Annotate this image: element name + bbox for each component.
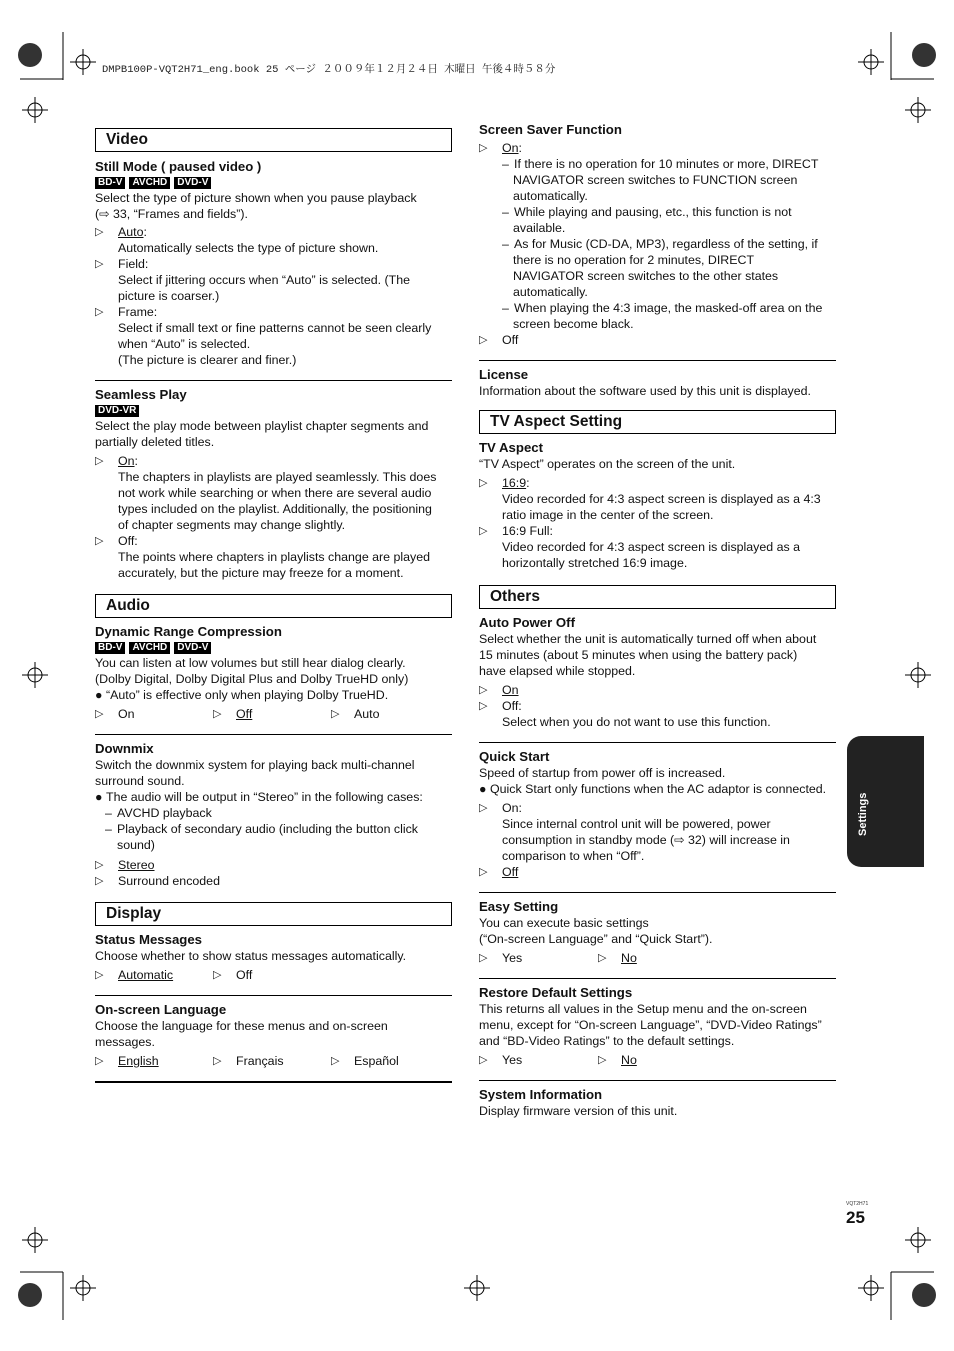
triangle-icon: ▷: [331, 708, 340, 720]
triangle-icon: ▷: [95, 226, 104, 238]
status-desc: Choose whether to show status messages automatically.: [95, 949, 407, 963]
triangle-icon: ▷: [479, 866, 488, 878]
tv-aspect-heading: TV Aspect: [479, 440, 543, 455]
case-text: sound): [117, 838, 155, 852]
saver-note: – While playing and pausing, etc., this function is not: [502, 205, 792, 219]
downmix-heading: Downmix: [95, 741, 154, 756]
option-desc: Video recorded for 4:3 aspect screen is displayed as a 4:3: [502, 492, 821, 506]
note-text: “Auto” is effective only when playing Dolby TrueHD.: [106, 688, 389, 702]
section-video-title: Video: [95, 128, 452, 152]
apo-heading: Auto Power Off: [479, 615, 575, 630]
section-audio-title: Audio: [95, 594, 452, 618]
drc-heading: Dynamic Range Compression: [95, 624, 282, 639]
option-desc: types included on the playlist. Additionally, the positioning: [118, 502, 432, 516]
triangle-icon: ▷: [598, 952, 607, 964]
print-header: DMPB100P-VQT2H71_eng.book 25 ページ ２００９年１２月２４日 木曜日 午後４時５８分: [102, 64, 556, 76]
triangle-icon: ▷: [213, 1055, 222, 1067]
settings-side-tab: [847, 736, 924, 867]
page-number: 25: [846, 1208, 865, 1227]
downmix-desc: surround sound.: [95, 774, 185, 788]
option-surround: [95, 873, 452, 889]
triangle-icon: ▷: [479, 1054, 488, 1066]
colon: :: [518, 141, 522, 155]
seamless-desc: partially deleted titles.: [95, 435, 215, 449]
saver-heading: Screen Saver Function: [479, 122, 622, 137]
option-on: [479, 140, 836, 156]
option-desc: Select when you do not want to use this function.: [502, 715, 771, 729]
colon: :: [143, 225, 147, 239]
restore-desc: This returns all values in the Setup menu and the on-screen: [479, 1002, 807, 1016]
note-text: screen become black.: [513, 317, 634, 331]
triangle-icon: ▷: [95, 875, 104, 887]
triangle-icon: ▷: [479, 952, 488, 964]
drc-options: [95, 706, 452, 722]
option-english: English: [118, 1054, 159, 1068]
triangle-icon: ▷: [95, 306, 104, 318]
option-on: [479, 682, 836, 698]
apo-desc: 15 minutes (about 5 minutes when using the battery pack): [479, 648, 798, 662]
triangle-icon: ▷: [479, 477, 488, 489]
option-label: Surround encoded: [118, 874, 220, 888]
option-desc: consumption in standby mode (⇨ 32) will increase in: [502, 833, 790, 847]
right-column: [479, 121, 836, 1119]
license-desc: Information about the software used by this unit is displayed.: [479, 384, 811, 398]
footer-code: VQT2H71: [846, 1201, 869, 1207]
drc-desc: (Dolby Digital, Dolby Digital Plus and Dolby TrueHD only): [95, 672, 409, 686]
triangle-icon: ▷: [95, 535, 104, 547]
still-mode-heading: Still Mode ( paused video ): [95, 159, 262, 174]
option-desc: Video recorded for 4:3 aspect screen is displayed as a: [502, 540, 801, 554]
option-on: [95, 453, 452, 469]
option-label: Stereo: [118, 858, 155, 872]
easy-setting-desc: You can execute basic settings: [479, 916, 649, 930]
side-tab-label: Settings: [857, 792, 869, 836]
left-column: [95, 128, 452, 1083]
osd-lang-desc: messages.: [95, 1035, 155, 1049]
badge: BD-V: [95, 642, 125, 654]
saver-note: – When playing the 4:3 image, the masked-off area on the: [502, 301, 823, 315]
note-text: Quick Start only functions when the AC adaptor is connected.: [490, 782, 827, 796]
option-desc: comparison to when “Off”.: [502, 849, 645, 863]
option-off: [479, 698, 836, 714]
osd-lang-heading: On-screen Language: [95, 1002, 227, 1017]
easy-setting-desc: (“On-screen Language” and “Quick Start”).: [479, 932, 713, 946]
option-off: Off: [236, 968, 253, 982]
option-desc: The chapters in playlists are played seamlessly. This does: [118, 470, 437, 484]
column-end-rule: [95, 1081, 452, 1083]
triangle-icon: ▷: [479, 142, 488, 154]
option-on: On: [118, 707, 135, 721]
easy-setting-heading: Easy Setting: [479, 899, 559, 914]
note-text: automatically.: [513, 189, 588, 203]
option-label: 16:9 Full:: [502, 524, 553, 538]
license-heading: License: [479, 367, 529, 382]
drc-badges: [95, 642, 452, 654]
note-text: While playing and pausing, etc., this function is not: [514, 205, 792, 219]
triangle-icon: ▷: [213, 969, 222, 981]
option-label: Off: [502, 865, 519, 879]
bullet-icon: ●: [95, 688, 103, 702]
option-automatic: Automatic: [118, 968, 174, 982]
badge: DVD-VR: [95, 405, 139, 417]
option-desc: when “Auto” is selected.: [118, 337, 251, 351]
note-text: If there is no operation for 10 minutes or more, DIRECT: [514, 157, 819, 171]
downmix-case: – AVCHD playback: [105, 806, 212, 820]
option-no: No: [621, 1053, 637, 1067]
restore-desc: and “BD-Video Ratings” to the default settings.: [479, 1034, 735, 1048]
apo-desc: Select whether the unit is automatically turned off when about: [479, 632, 817, 646]
option-off: [479, 864, 836, 880]
option-label: Off: [502, 333, 519, 347]
option-auto: Auto: [354, 707, 380, 721]
option-desc: ratio image in the center of the screen.: [502, 508, 714, 522]
colon: :: [134, 454, 138, 468]
option-desc: picture is coarser.): [118, 289, 220, 303]
note-text: NAVIGATOR screen switches to the other states: [513, 269, 779, 283]
option-on: [479, 800, 836, 816]
triangle-icon: ▷: [95, 258, 104, 270]
note-text: When playing the 4:3 image, the masked-off area on the: [514, 301, 823, 315]
option-desc: horizontally stretched 16:9 image.: [502, 556, 688, 570]
drc-note: [95, 687, 452, 703]
badge: AVCHD: [129, 642, 170, 654]
bullet-icon: ●: [95, 790, 103, 804]
option-label: On:: [502, 801, 522, 815]
apo-desc: have elapsed while stopped.: [479, 664, 636, 678]
still-mode-desc: Select the type of picture shown when you pause playback: [95, 191, 417, 205]
option-label: On: [118, 454, 135, 468]
option-frame: [95, 304, 452, 320]
section-tv-title: TV Aspect Setting: [479, 410, 836, 434]
bullet-icon: ●: [479, 782, 487, 796]
option-french: Français: [236, 1054, 284, 1068]
section-display-title: Display: [95, 902, 452, 926]
note-text: The audio will be output in “Stereo” in the following cases:: [106, 790, 423, 804]
option-off: [95, 533, 452, 549]
note-text: NAVIGATOR screen switches to FUNCTION screen: [513, 173, 798, 187]
option-label: Field:: [118, 257, 149, 271]
case-text: Playback of secondary audio (including the button click: [117, 822, 418, 836]
option-desc: Automatically selects the type of picture shown.: [118, 241, 379, 255]
triangle-icon: ▷: [479, 525, 488, 537]
option-desc: (The picture is clearer and finer.): [118, 353, 297, 367]
option-label: 16:9: [502, 476, 527, 490]
restore-heading: Restore Default Settings: [479, 985, 633, 1000]
drc-desc: You can listen at low volumes but still hear dialog clearly.: [95, 656, 406, 670]
option-label: On: [502, 683, 519, 697]
triangle-icon: ▷: [95, 1055, 104, 1067]
seamless-badges: [95, 405, 452, 417]
triangle-icon: ▷: [479, 700, 488, 712]
downmix-desc: Switch the downmix system for playing back multi-channel: [95, 758, 415, 772]
tv-aspect-desc: “TV Aspect” operates on the screen of the unit.: [479, 457, 736, 471]
option-label: Off:: [118, 534, 138, 548]
option-off: [479, 332, 836, 348]
still-mode-badges: [95, 177, 452, 189]
triangle-icon: ▷: [95, 859, 104, 871]
quick-start-desc: Speed of startup from power off is increased.: [479, 766, 726, 780]
sysinfo-heading: System Information: [479, 1087, 603, 1102]
triangle-icon: ▷: [213, 708, 222, 720]
triangle-icon: ▷: [95, 708, 104, 720]
triangle-icon: ▷: [95, 455, 104, 467]
still-mode-desc: (⇨ 33, “Frames and fields”).: [95, 207, 248, 221]
option-off: Off: [236, 707, 253, 721]
restore-desc: menu, except for “On-screen Language”, “DVD-Video Ratings”: [479, 1018, 822, 1032]
downmix-case: – Playback of secondary audio (including the button click: [105, 822, 418, 836]
saver-note: – If there is no operation for 10 minutes or more, DIRECT: [502, 157, 819, 171]
option-label: Frame:: [118, 305, 158, 319]
badge: AVCHD: [129, 177, 170, 189]
note-text: As for Music (CD-DA, MP3), regardless of the setting, if: [514, 237, 818, 251]
saver-note: – As for Music (CD-DA, MP3), regardless of the setting, if: [502, 237, 818, 251]
badge: DVD-V: [174, 642, 211, 654]
seamless-heading: Seamless Play: [95, 387, 187, 402]
option-auto: [95, 224, 452, 240]
osd-lang-options: [95, 1053, 452, 1069]
option-desc: of chapter segments may change slightly.: [118, 518, 346, 532]
colon: :: [526, 476, 530, 490]
case-text: AVCHD playback: [117, 806, 212, 820]
option-label: Auto: [118, 225, 144, 239]
badge: BD-V: [95, 177, 125, 189]
status-options: [95, 967, 452, 983]
badge: DVD-V: [174, 177, 211, 189]
triangle-icon: ▷: [598, 1054, 607, 1066]
triangle-icon: ▷: [479, 684, 488, 696]
note-text: there is no operation for 2 minutes, DIRECT: [513, 253, 755, 267]
option-desc: Select if small text or fine patterns cannot be seen clearly: [118, 321, 432, 335]
option-no: No: [621, 951, 637, 965]
option-16-9-full: [479, 523, 836, 539]
option-desc: accurately, but the picture may freeze for a moment.: [118, 566, 404, 580]
osd-lang-desc: Choose the language for these menus and on-screen: [95, 1019, 388, 1033]
option-label: On: [502, 141, 519, 155]
downmix-note: [95, 789, 452, 805]
option-desc: Select if jittering occurs when “Auto” is selected. (The: [118, 273, 410, 287]
restore-options: [479, 1052, 836, 1068]
section-others-title: Others: [479, 585, 836, 609]
sysinfo-desc: Display firmware version of this unit.: [479, 1104, 678, 1118]
option-label: Off:: [502, 699, 522, 713]
triangle-icon: ▷: [331, 1055, 340, 1067]
quick-start-heading: Quick Start: [479, 749, 550, 764]
option-desc: not work while searching or when there are several audio: [118, 486, 432, 500]
status-heading: Status Messages: [95, 932, 203, 947]
triangle-icon: ▷: [479, 334, 488, 346]
option-desc: Since internal control unit will be powered, power: [502, 817, 771, 831]
seamless-desc: Select the play mode between playlist chapter segments and: [95, 419, 429, 433]
note-text: automatically.: [513, 285, 588, 299]
option-16-9: [479, 475, 836, 491]
option-yes: Yes: [502, 1053, 523, 1067]
option-desc: The points where chapters in playlists change are played: [118, 550, 431, 564]
easy-setting-options: [479, 950, 836, 966]
option-field: [95, 256, 452, 272]
option-yes: Yes: [502, 951, 523, 965]
quick-start-note: [479, 781, 836, 797]
note-text: available.: [513, 221, 566, 235]
triangle-icon: ▷: [95, 969, 104, 981]
triangle-icon: ▷: [479, 802, 488, 814]
option-stereo: [95, 857, 452, 873]
option-spanish: Español: [354, 1054, 399, 1068]
